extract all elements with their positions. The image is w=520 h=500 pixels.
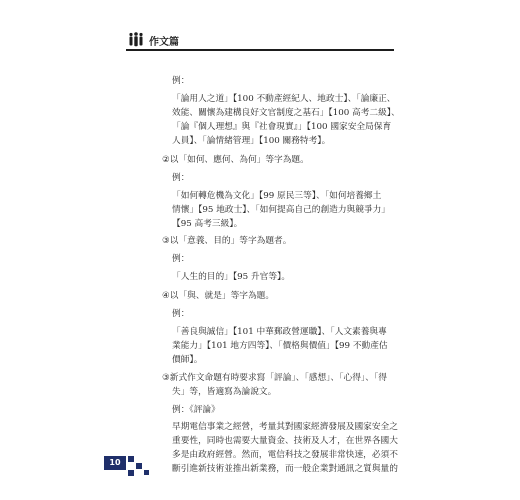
- rule-heading: 失」等，皆適寫為論說文。: [172, 387, 277, 397]
- body-line: 價師】。: [172, 355, 203, 365]
- example-label: 例：: [172, 254, 190, 264]
- body-line: 「人生的目的」【95 升官等】。: [172, 272, 291, 282]
- example-label: 例：: [172, 76, 190, 86]
- people-silhouette-icon: [128, 32, 144, 47]
- body-line: 重要性，同時也需要大量資金、技術及人才，在世界各國大: [172, 436, 398, 446]
- example-label: 例：《評論》: [172, 405, 220, 415]
- body-line: 「論『個人理想』與『社會現實』」【100 國家安全局保育: [172, 122, 392, 132]
- body-line: 早期電信事業之經營，考量其對國家經濟發展及國家安全之: [172, 422, 398, 432]
- body-line: 業能力」【101 地方四等】、「價格與價值」【99 不動產估: [172, 341, 388, 351]
- body-line: 「善良與誠信」【101 中華郵政營運職】、「人文素養與專: [172, 327, 387, 337]
- decorative-square: [128, 470, 134, 476]
- header-rule: [126, 49, 394, 51]
- section-title: 作文篇: [149, 37, 179, 48]
- body-line: 【95 高考三級】。: [172, 219, 243, 229]
- rule-heading: ③新式作文命題有時要求寫「評論」、「感想」、「心得」、「得: [162, 373, 387, 383]
- example-label: 例：: [172, 309, 190, 319]
- body-line: 情懷」【95 地政士】、「如何提高自己的創造力與競爭力」: [172, 205, 390, 215]
- example-label: 例：: [172, 173, 190, 183]
- decorative-square: [136, 463, 142, 469]
- body-line: 多是由政府經營。然而，電信科技之發展非常快速，必須不: [172, 450, 398, 460]
- decorative-square: [144, 470, 149, 475]
- body-line: 「如何轉危機為文化」【99 原民三等】、「如何培養鄉土: [172, 191, 382, 201]
- body-line: 「論用人之道」【100 不動產經紀人、地政士】、「論廉正、: [172, 94, 396, 104]
- rule-heading: ③以「意義、目的」等字為題者。: [162, 236, 292, 246]
- page-number: 10: [104, 456, 126, 470]
- body-line: 人員】、「論情緒管理」【100 關務特考】。: [172, 136, 331, 146]
- body-line: 效能、關懷為建構良好文官制度之基石」【100 高考二級】、: [172, 108, 400, 118]
- rule-heading: ④以「與、就是」等字為題。: [162, 291, 275, 301]
- rule-heading: ②以「如何、應何、為何」等字為題。: [162, 155, 309, 165]
- decorative-square: [128, 456, 134, 462]
- body-line: 斷引進新技術並推出新業務，而一般企業對通訊之質與量的: [172, 464, 398, 474]
